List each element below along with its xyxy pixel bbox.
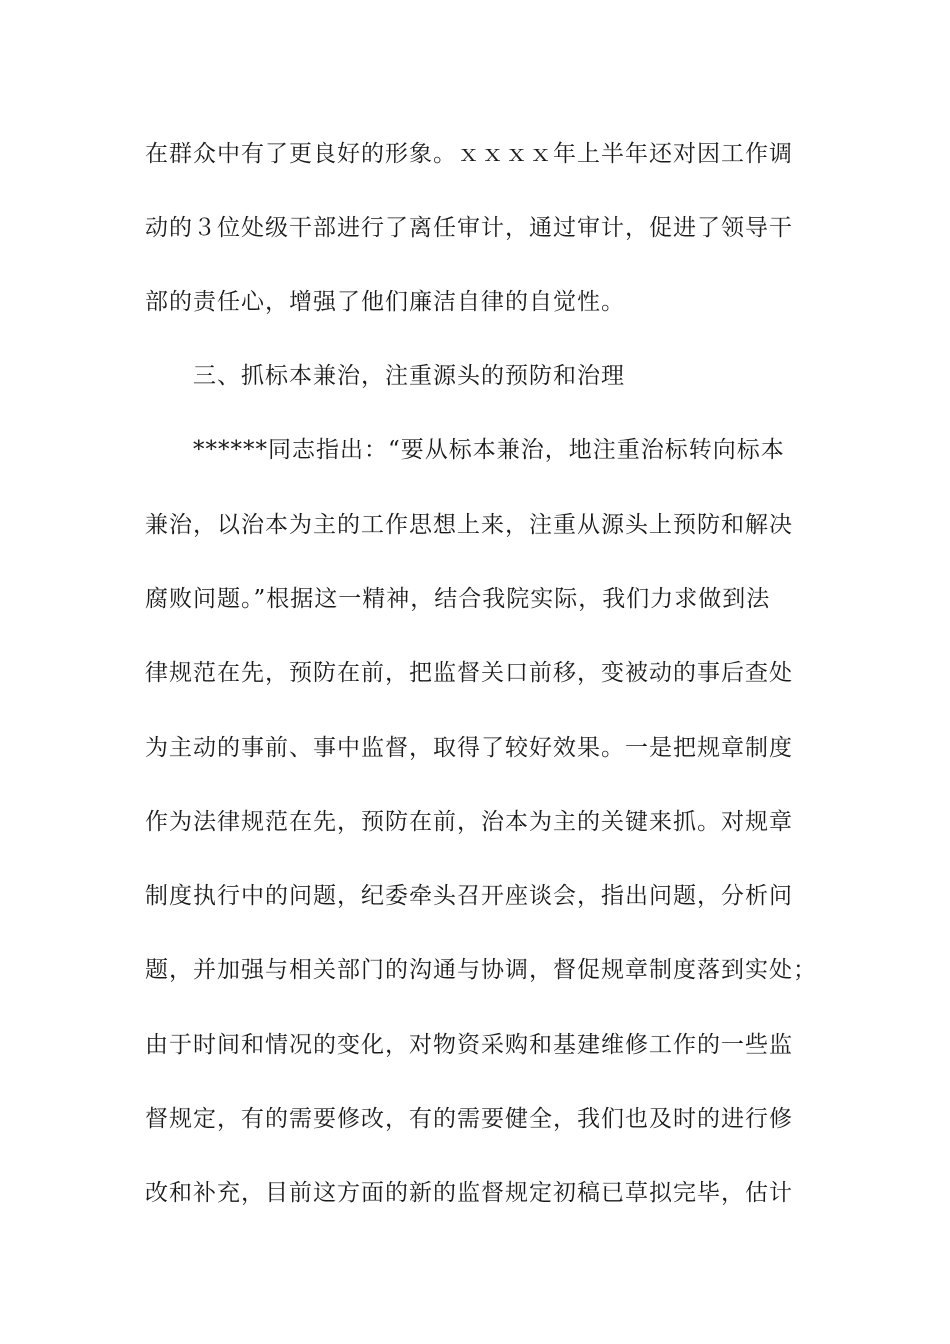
text-line: 作为法律规范在先，预防在前，治本为主的关键来抓。对规章 xyxy=(145,809,793,835)
section-heading: 三、抓标本兼治，注重源头的预防和治理 xyxy=(193,363,625,389)
text-line: 督规定，有的需要修改，有的需要健全，我们也及时的进行修 xyxy=(145,1106,793,1132)
text-line: 部的责任心，增强了他们廉洁自律的自觉性。 xyxy=(145,289,625,315)
text-line: 动的３位处级干部进行了离任审计，通过审计，促进了领导干 xyxy=(145,215,793,241)
text-line: 律规范在先，预防在前，把监督关口前移，变被动的事后查处 xyxy=(145,660,793,686)
text-line: 题，并加强与相关部门的沟通与协调，督促规章制度落到实处； xyxy=(145,957,817,983)
text-line: 改和补充，目前这方面的新的监督规定初稿已草拟完毕，估计 xyxy=(145,1180,793,1206)
text-line: 制度执行中的问题，纪委牵头召开座谈会，指出问题，分析问 xyxy=(145,883,793,909)
text-line: 兼治，以治本为主的工作思想上来，注重从源头上预防和解决 xyxy=(145,512,793,538)
text-line: 为主动的事前、事中监督，取得了较好效果。一是把规章制度 xyxy=(145,735,793,761)
text-line: 腐败问题。”根据这一精神，结合我院实际，我们力求做到法 xyxy=(145,586,771,612)
text-line: 在群众中有了更良好的形象。ｘｘｘｘ年上半年还对因工作调 xyxy=(145,141,793,167)
text-line: ******同志指出：“要从标本兼治，地注重治标转向标本 xyxy=(193,437,785,463)
text-line: 由于时间和情况的变化，对物资采购和基建维修工作的一些监 xyxy=(145,1032,793,1058)
